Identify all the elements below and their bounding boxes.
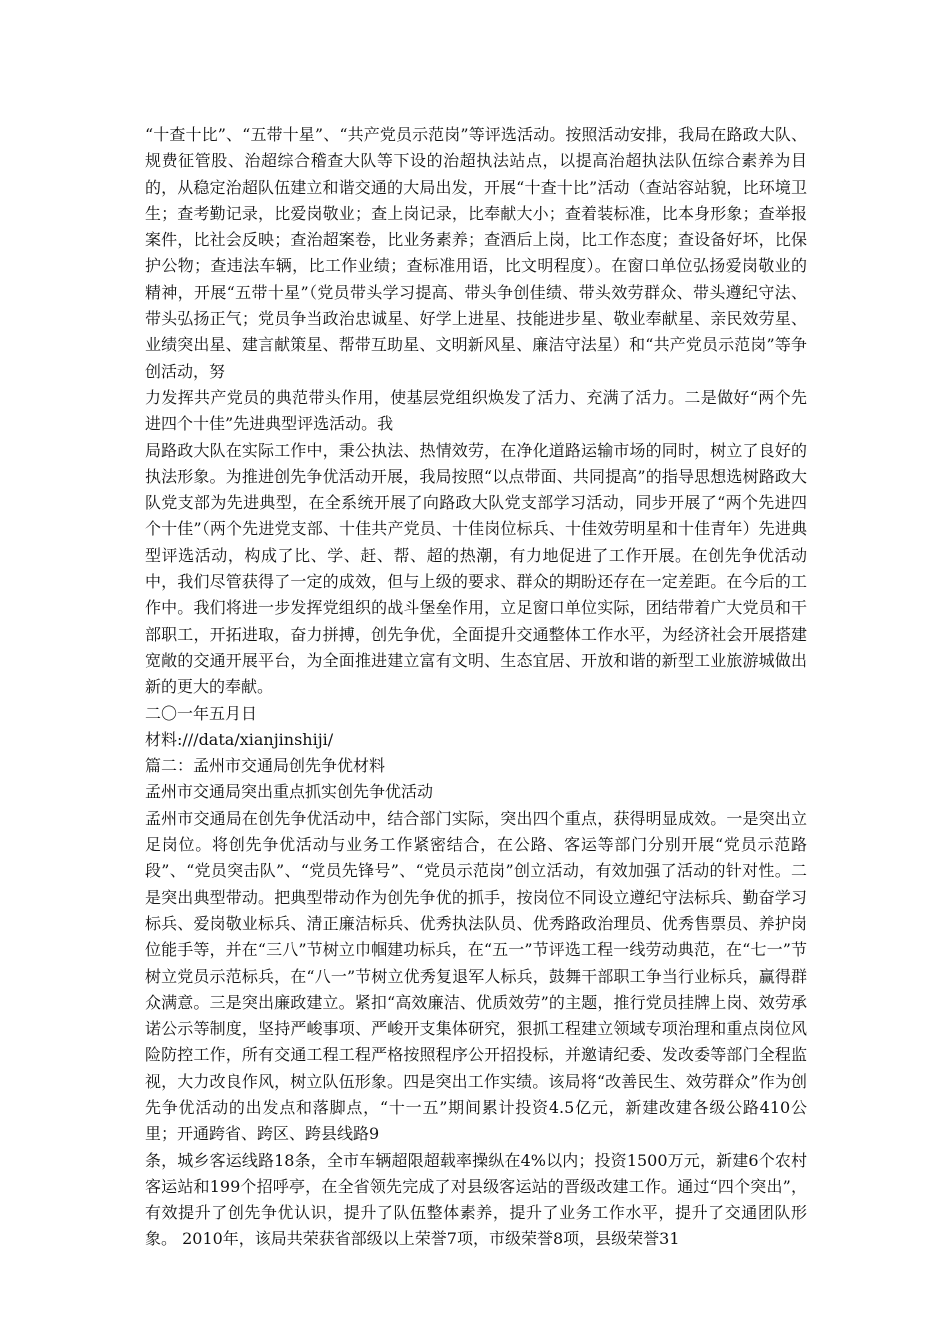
paragraph-shicha-activity: “十查十比”、“五带十星”、“共产党员示范岗”等评选活动。按照活动安排，我局在路政大队、规费征管股、治超综合稽查大队等下设的治超执法站点，以提高治超执法队伍综合素养为目的，从稳定治超队伍建立和谐交通的大局出发，开展“十查十比”活动（查站容站貌，比环境卫生；查考勤记录，比爱岗敬业；查上岗记录，比奉献大小；查着装标准，比本身形象；查举报案件，比社会反映；查治超案卷，比业务素养；查酒后上岗，比工作态度；查设备好坏，比保护公物；查违法车辆，比工作业绩；查标准用语，比文明程度）。在窗口单位弘扬爱岗敬业的精神，开展“五带十星”（党员带头学习提高、带头争创佳绩、带头效劳群众、带头遵纪守法、带头弘扬正气；党员争当政治忠诚星、好学上进星、技能进步星、敬业奉献星、亲民效劳星、业绩突出星、建言献策星、帮带互助星、文明新风星、廉洁守法星）和“共产党员示范岗”等争创活动，努 xyxy=(145,125,807,381)
paragraph-model-role: 力发挥共产党员的典范带头作用，使基层党组织焕发了活力、充满了活力。二是做好“两个先进四个十佳”先进典型评选活动。我 xyxy=(145,387,807,434)
paragraph-road-brigade: 局路政大队在实际工作中，秉公执法、热情效劳，在净化道路运输市场的同时，树立了良好的执法形象。为推进创先争优活动开展，我局按照“以点带面、共同提高”的指导思想选树路政大队党支部为先进典型，在全系统开展了向路政大队党支部学习活动，同步开展了“两个先进四个十佳”（两个先进党支部、十佳共产党员、十佳岗位标兵、十佳效劳明星和十佳青年）先进典型评选活动，构成了比、学、赶、帮、超的热潮，有力地促进了工作开展。在创先争优活动中，我们尽管获得了一定的成效，但与上级的要求、群众的期盼还存在一定差距。在今后的工作中。我们将进一步发挥党组织的战斗堡垒作用，立足窗口单位实际，团结带着广大党员和干部职工，开拓进取，奋力拼搏，创先争优，全面提升交通整体工作水平，为经济社会开展搭建宽敞的交通开展平台，为全面推进建立富有文明、生态宜居、开放和谐的新型工业旅游城做出新的更大的奉献。 xyxy=(145,440,807,697)
article-title: 孟州市交通局突出重点抓实创先争优活动 xyxy=(145,782,434,802)
paragraph-four-focus: 孟州市交通局在创先争优活动中，结合部门实际，突出四个重点，获得明显成效。一是突出立足岗位。将创先争优活动与业务工作紧密结合，在公路、客运等部门分别开展“党员示范路段”、“党员突击队”、“党员先锋号”、“党员示范岗”创立活动，有效加强了活动的针对性。二是突出典型带动。把典型带动作为创先争优的抓手，按岗位不同设立遵纪守法标兵、勤奋学习标兵、爱岗敬业标兵、清正廉洁标兵、优秀执法队员、优秀路政治理员、优秀售票员、养护岗位能手等，并在“三八”节树立巾帼建功标兵，在“五一”节评选工程一线劳动典范，在“七一”节树立党员示范标兵，在“八一”节树立优秀复退军人标兵，鼓舞干部职工争当行业标兵，赢得群众满意。三是突出廉政建立。紧扣“高效廉洁、优质效劳”的主题，推行党员挂牌上岗、效劳承诺公示等制度，坚持严峻事项、严峻开支集体研究，狠抓工程建立领域专项治理和重点岗位风险防控工作，所有交通工程工程严格按照程序公开招投标，并邀请纪委、发改委等部门全程监视，大力改良作风，树立队伍形象。四是突出工作实绩。该局将“改善民生、效劳群众”作为创先争优活动的出发点和落脚点，“十一五”期间累计投资4.5亿元，新建改建各级公路410公里；开通跨省、跨区、跨县线路9 xyxy=(145,808,807,1144)
document-page xyxy=(145,122,807,1253)
paragraph-results: 条，城乡客运线路18条，全市车辆超限超载率操纵在4%以内；投资1500万元，新建6个农村客运站和199个招呼亭，在全省领先完成了对县级客运站的晋级改建工作。通过“四个突出”，有效提升了创先争优认识，提升了队伍整体素养，提升了业务工作水平，提升了交通团队形象。 2010年，该局共荣获省部级以上荣誉7项，市级荣誉8项，县级荣誉31 xyxy=(145,1150,807,1249)
section-heading: 篇二：孟州市交通局创先争优材料 xyxy=(145,756,386,776)
source-line: 材料:///data/xianjinshiji/ xyxy=(145,729,334,749)
date-line: 二〇一年五月日 xyxy=(145,703,258,723)
